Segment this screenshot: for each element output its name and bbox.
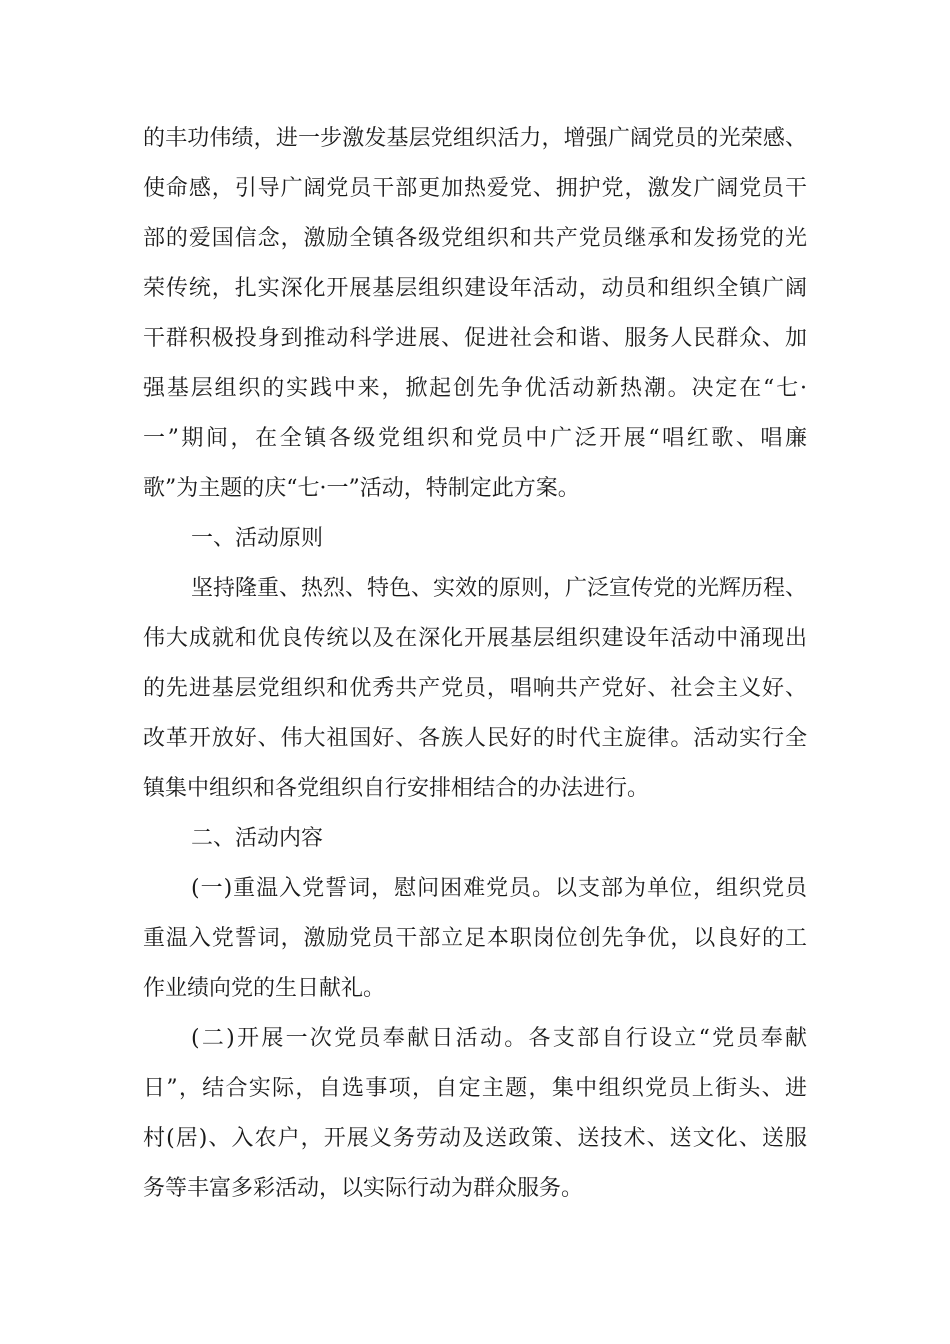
paragraph-line: 荣传统，扎实深化开展基层组织建设年活动，动员和组织全镇广阔 xyxy=(143,276,807,301)
paragraph-line: 改革开放好、伟大祖国好、各族人民好的时代主旋律。活动实行全 xyxy=(143,726,807,751)
paragraph-line: 强基层组织的实践中来，掀起创先争优活动新热潮。决定在“七· xyxy=(143,376,807,401)
paragraph-line: 村(居)、入农户，开展义务劳动及送政策、送技术、送文化、送服 xyxy=(143,1126,807,1151)
paragraph-line: 一”期间，在全镇各级党组织和党员中广泛开展“唱红歌、唱廉 xyxy=(143,426,807,451)
paragraph-line: (一)重温入党誓词，慰问困难党员。以支部为单位，组织党员 xyxy=(191,876,807,901)
paragraph-line: 伟大成就和优良传统以及在深化开展基层组织建设年活动中涌现出 xyxy=(143,626,807,651)
paragraph-line: 务等丰富多彩活动，以实际行动为群众服务。 xyxy=(143,1176,584,1201)
section-heading: 二、活动内容 xyxy=(191,826,324,851)
paragraph-line: 使命感，引导广阔党员干部更加热爱党、拥护党，激发广阔党员干 xyxy=(143,176,807,201)
paragraph-line: 歌”为主题的庆“七·一”活动，特制定此方案。 xyxy=(143,476,580,501)
paragraph-line: 日”，结合实际，自选事项，自定主题，集中组织党员上街头、进 xyxy=(143,1076,807,1101)
paragraph-line: 作业绩向党的生日献礼。 xyxy=(143,976,386,1001)
paragraph-line: 干群积极投身到推动科学进展、促进社会和谐、服务人民群众、加 xyxy=(143,326,807,351)
paragraph-line: 重温入党誓词，激励党员干部立足本职岗位创先争优，以良好的工 xyxy=(143,926,807,951)
paragraph-line: 的先进基层党组织和优秀共产党员，唱响共产党好、社会主义好、 xyxy=(143,676,807,701)
paragraph-line: 镇集中组织和各党组织自行安排相结合的办法进行。 xyxy=(143,776,650,801)
paragraph-line: 部的爱国信念，激励全镇各级党组织和共产党员继承和发扬党的光 xyxy=(143,226,807,251)
paragraph-line: 的丰功伟绩，进一步激发基层党组织活力，增强广阔党员的光荣感、 xyxy=(143,126,807,151)
paragraph-line: (二)开展一次党员奉献日活动。各支部自行设立“党员奉献 xyxy=(191,1026,807,1051)
section-heading: 一、活动原则 xyxy=(191,526,324,551)
paragraph-line: 坚持隆重、热烈、特色、实效的原则，广泛宣传党的光辉历程、 xyxy=(191,576,808,601)
